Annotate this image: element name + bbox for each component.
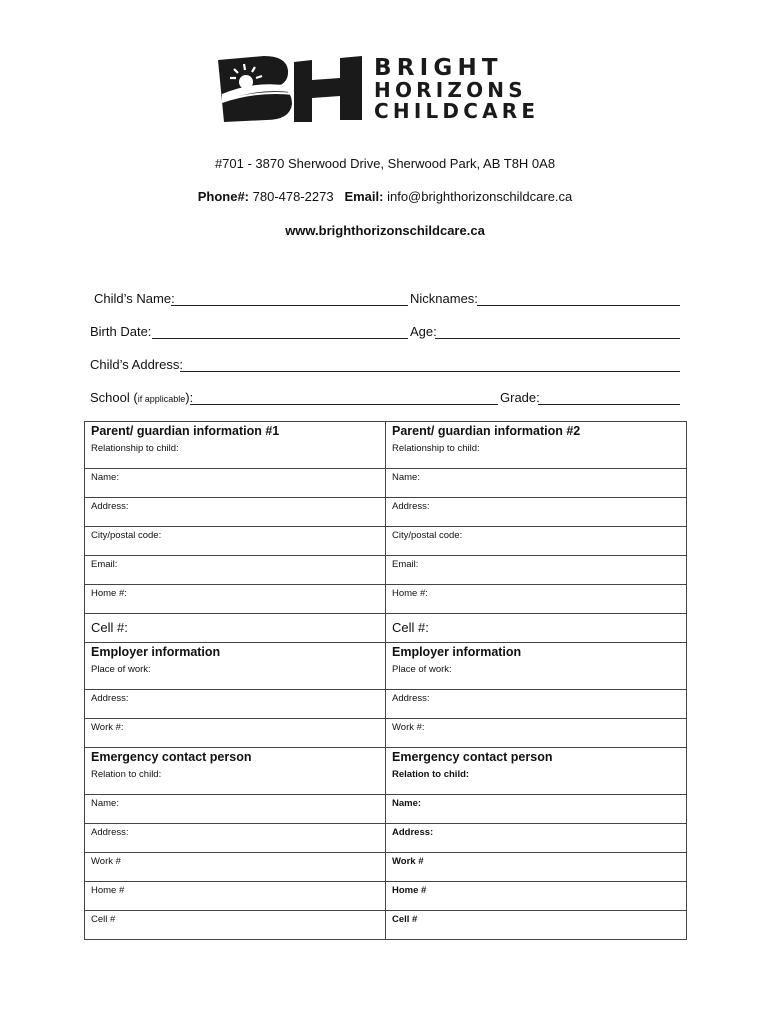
- emergency2-relation-field[interactable]: Relation to child:: [386, 766, 687, 795]
- parent2-home-field[interactable]: Home #:: [386, 585, 687, 614]
- school-field[interactable]: [190, 404, 498, 405]
- birth-date-field[interactable]: [152, 338, 408, 339]
- childs-name-field[interactable]: [171, 305, 408, 306]
- school-label: School (if applicable):: [90, 390, 194, 405]
- employer2-place-field[interactable]: Place of work:: [386, 661, 687, 690]
- parent1-address-field[interactable]: Address:: [85, 498, 386, 527]
- childs-address-row: [90, 357, 682, 375]
- brand-logo: [216, 54, 556, 124]
- parent1-cell-field[interactable]: Cell #:: [85, 614, 386, 643]
- age-field[interactable]: [435, 338, 680, 339]
- email-label: Email:: [344, 189, 384, 204]
- childs-name-label: Child’s Name:: [94, 291, 175, 306]
- parent2-address-field[interactable]: Address:: [386, 498, 687, 527]
- parent2-email-field[interactable]: Email:: [386, 556, 687, 585]
- employer2-address-field[interactable]: Address:: [386, 690, 687, 719]
- guardian-info-table: [84, 421, 687, 940]
- website-line: www.brighthorizonschildcare.ca: [285, 223, 485, 238]
- nicknames-label: Nicknames:: [410, 291, 478, 306]
- emergency1-address-field[interactable]: Address:: [85, 824, 386, 853]
- phone-label: Phone#:: [197, 189, 250, 204]
- birth-date-label: Birth Date:: [90, 324, 152, 339]
- parent2-name-field[interactable]: Name:: [386, 469, 687, 498]
- emergency2-title: Emergency contact person: [386, 748, 687, 767]
- emergency1-home-field[interactable]: Home #: [85, 882, 386, 911]
- birth-date-row: [90, 324, 682, 342]
- parent2-relationship-field[interactable]: Relationship to child:: [386, 440, 687, 469]
- employer1-work-field[interactable]: Work #:: [85, 719, 386, 748]
- parent1-city-postal-field[interactable]: City/postal code:: [85, 527, 386, 556]
- childs-name-row: [90, 291, 682, 309]
- parent1-name-field[interactable]: Name:: [85, 469, 386, 498]
- emergency1-name-field[interactable]: Name:: [85, 795, 386, 824]
- employer1-place-field[interactable]: Place of work:: [85, 661, 386, 690]
- employer1-address-field[interactable]: Address:: [85, 690, 386, 719]
- parent1-relationship-field[interactable]: Relationship to child:: [85, 440, 386, 469]
- address-line: #701 - 3870 Sherwood Drive, Sherwood Park, AB T8H 0A8: [214, 156, 556, 171]
- bh-sunrise-icon: [216, 54, 366, 124]
- phone-value: 780-478-2273: [252, 189, 334, 204]
- logo-line-3: CHILDCARE: [374, 99, 540, 123]
- grade-label: Grade:: [500, 390, 540, 405]
- emergency1-work-field[interactable]: Work #: [85, 853, 386, 882]
- grade-field[interactable]: [538, 404, 680, 405]
- parent1-title: Parent/ guardian information #1: [85, 422, 386, 441]
- emergency1-title: Emergency contact person: [85, 748, 386, 767]
- school-row: [90, 390, 682, 408]
- emergency1-relation-field[interactable]: Relation to child:: [85, 766, 386, 795]
- parent2-cell-field[interactable]: Cell #:: [386, 614, 687, 643]
- emergency2-home-field[interactable]: Home #: [386, 882, 687, 911]
- employer2-title: Employer information: [386, 643, 687, 662]
- emergency1-cell-field[interactable]: Cell #: [85, 911, 386, 940]
- emergency2-work-field[interactable]: Work #: [386, 853, 687, 882]
- parent2-title: Parent/ guardian information #2: [386, 422, 687, 441]
- childs-address-label: Child’s Address:: [90, 357, 183, 372]
- emergency2-address-field[interactable]: Address:: [386, 824, 687, 853]
- brand-wordmark: [374, 56, 539, 122]
- parent1-home-field[interactable]: Home #:: [85, 585, 386, 614]
- email-value: info@brighthorizonschildcare.ca: [387, 189, 573, 204]
- employer1-title: Employer information: [85, 643, 386, 662]
- childs-address-field[interactable]: [180, 371, 680, 372]
- employer2-work-field[interactable]: Work #:: [386, 719, 687, 748]
- parent2-city-postal-field[interactable]: City/postal code:: [386, 527, 687, 556]
- logo-line-1: BRIGHT: [374, 55, 503, 81]
- age-label: Age:: [410, 324, 437, 339]
- contact-line: [0, 189, 770, 204]
- logo-line-2: HORIZONS: [374, 78, 527, 102]
- nicknames-field[interactable]: [477, 305, 680, 306]
- emergency2-name-field[interactable]: Name:: [386, 795, 687, 824]
- emergency2-cell-field[interactable]: Cell #: [386, 911, 687, 940]
- parent1-email-field[interactable]: Email:: [85, 556, 386, 585]
- school-note: if applicable: [137, 394, 186, 404]
